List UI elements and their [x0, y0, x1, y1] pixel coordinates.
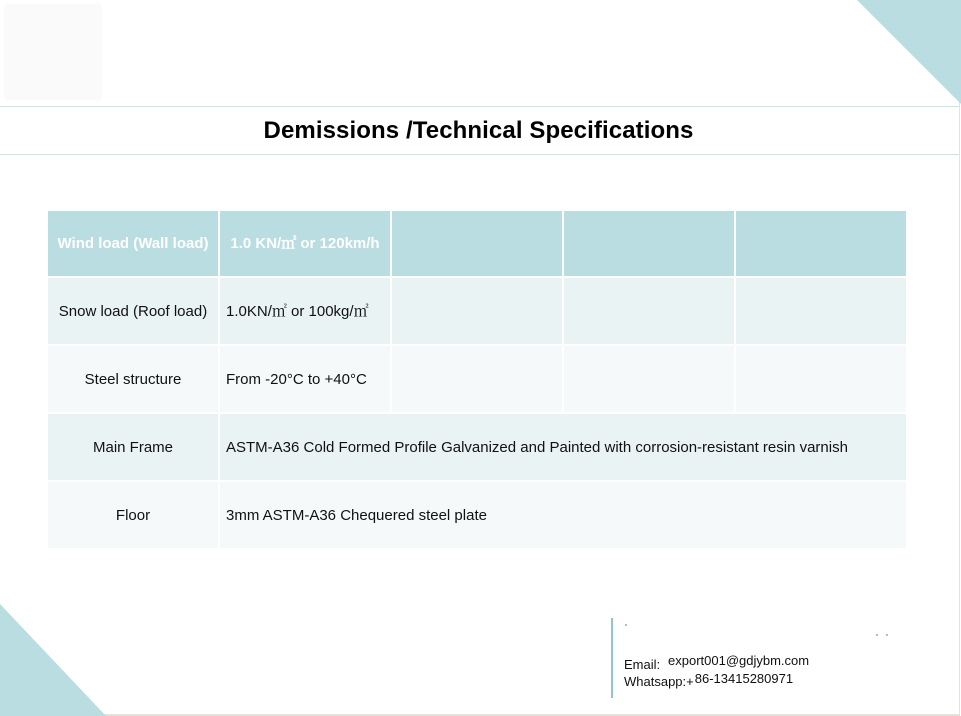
header-cell-empty: [563, 210, 735, 277]
table-row: [47, 345, 907, 413]
row-value: ASTM-A36 Cold Formed Profile Galvanized and Painted with corrosion-resistant resin varnish: [219, 413, 907, 481]
row-value: From -20°C to +40°C: [219, 345, 391, 413]
table-cell-empty: [563, 345, 735, 413]
title-band: [0, 106, 959, 155]
table-row: [47, 481, 907, 549]
row-label: Floor: [47, 481, 219, 549]
table-row: [47, 413, 907, 481]
decorative-dot: [876, 634, 878, 636]
contact-divider: [611, 618, 613, 698]
row-label: Main Frame: [47, 413, 219, 481]
header-cell: 1.0 KN/㎡ or 120km/h: [219, 210, 391, 277]
email-link[interactable]: export001@gdjybm.com: [668, 653, 810, 668]
row-label: Steel structure: [47, 345, 219, 413]
header-cell-empty: [735, 210, 907, 277]
contact-block: [624, 652, 809, 690]
row-value: 3mm ASTM-A36 Chequered steel plate: [219, 481, 907, 549]
logo-placeholder: [4, 4, 102, 100]
row-label: Snow load (Roof load): [47, 277, 219, 345]
whatsapp-label: Whatsapp:+: [624, 674, 694, 689]
decorative-dot: [625, 624, 627, 626]
table-header-row: [47, 210, 907, 277]
email-label: Email:: [624, 657, 661, 672]
table-cell-empty: [735, 345, 907, 413]
row-value: 1.0KN/㎡ or 100kg/㎡: [219, 277, 391, 345]
table-cell-empty: [735, 277, 907, 345]
table-cell-empty: [391, 277, 563, 345]
header-cell: Wind load (Wall load): [47, 210, 219, 277]
page-title: Demissions /Technical Specifications: [263, 116, 694, 144]
whatsapp-number[interactable]: 86-13415280971: [694, 671, 794, 686]
header-cell-empty: [391, 210, 563, 277]
table-cell-empty: [563, 277, 735, 345]
decorative-dot: [886, 634, 888, 636]
table-cell-empty: [391, 345, 563, 413]
spec-table: [46, 209, 908, 550]
table-row: [47, 277, 907, 345]
